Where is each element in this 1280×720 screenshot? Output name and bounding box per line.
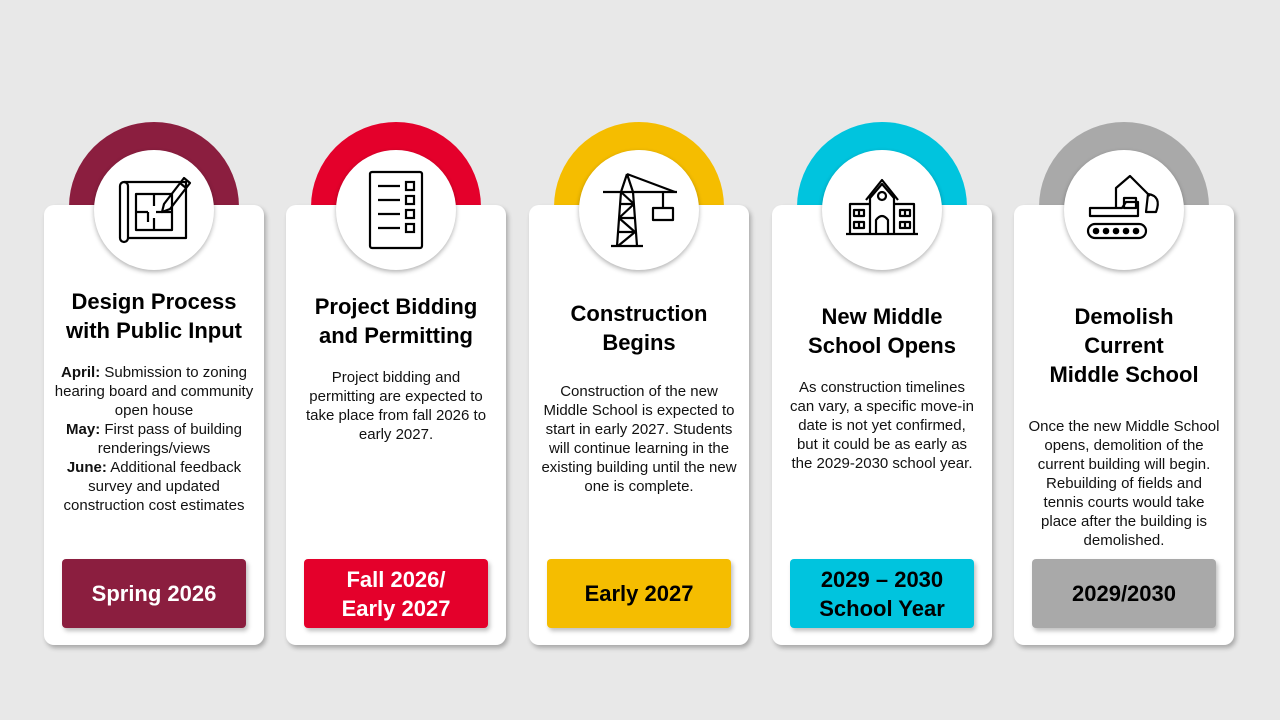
timeline-step-construction	[529, 0, 749, 720]
timeline-step-opening	[772, 0, 992, 720]
date-badge: Early 2027	[547, 559, 731, 628]
icon-circle	[579, 150, 699, 270]
step-description: As construction timelines can vary, a specific move-in date is not yet confirmed, but it could be as early as the 2029-2030 school year.	[790, 379, 974, 472]
step-description: Once the new Middle School opens, demolition of the current building will begin. Rebuilding of fields and tennis courts would take place after the building is demolished.	[1028, 418, 1220, 549]
step-description: Project bidding and permitting are expected to take place from fall 2026 to early 2027.	[305, 369, 487, 443]
blueprint-icon	[112, 168, 196, 252]
date-badge: Fall 2026/ Early 2027	[304, 559, 488, 628]
step-title: New Middle School Opens	[808, 304, 956, 358]
date-badge: Spring 2026	[62, 559, 246, 628]
timeline-step-design	[44, 0, 264, 720]
icon-circle	[336, 150, 456, 270]
step-description: Construction of the new Middle School is expected to start in early 2027. Students will continue learning in the existing building until the new one is complete.	[541, 383, 737, 495]
timeline-step-bidding	[286, 0, 506, 720]
crane-icon	[597, 168, 681, 252]
date-badge: 2029/2030	[1032, 559, 1216, 628]
timeline-step-demolition	[1014, 0, 1234, 720]
step-description: April: Submission to zoning hearing board and community open house May: First pass of building renderings/views June: Additional feedback survey and updated construction cost estimates	[54, 364, 254, 514]
step-title: Project Bidding and Permitting	[314, 294, 478, 348]
step-title: Design Process with Public Input	[66, 289, 242, 343]
icon-circle	[94, 150, 214, 270]
checklist-icon	[354, 168, 438, 252]
step-title: Demolish Current Middle School	[1049, 304, 1199, 387]
date-badge: 2029 – 2030 School Year	[790, 559, 974, 628]
icon-circle	[822, 150, 942, 270]
school-building-icon	[840, 168, 924, 252]
icon-circle	[1064, 150, 1184, 270]
step-title: Construction Begins	[570, 301, 708, 355]
excavator-icon	[1082, 168, 1166, 252]
